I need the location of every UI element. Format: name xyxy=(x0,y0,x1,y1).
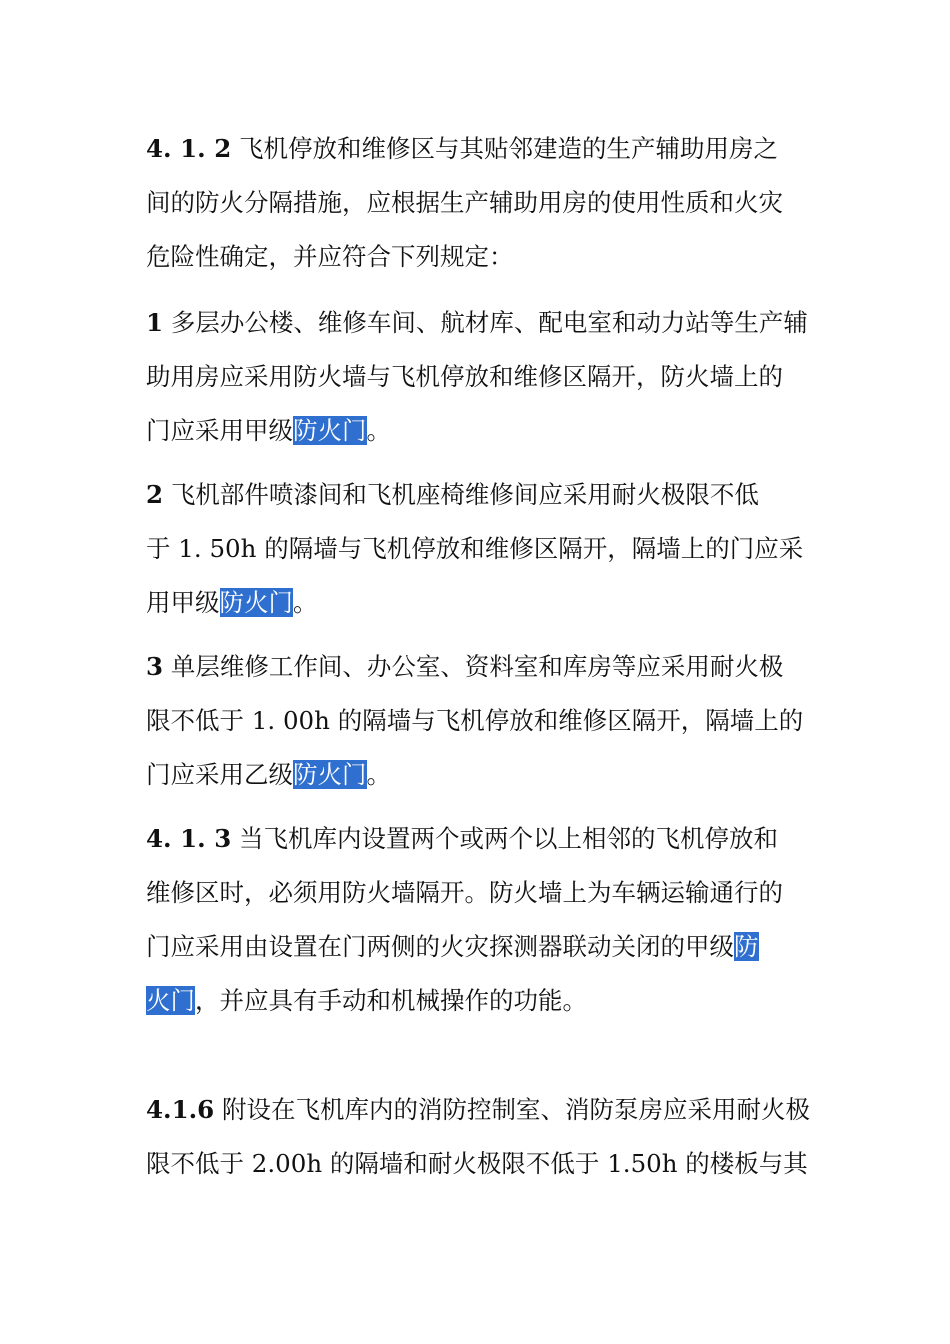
clause-4-1-3 xyxy=(146,812,816,1028)
text-segment: 门应采用乙级 xyxy=(146,760,293,789)
text-line: 助用房应采用防火墙与飞机停放和维修区隔开，防火墙上的 xyxy=(146,362,783,391)
text-line: 附设在飞机库内的消防控制室、消防泵房应采用耐火极 xyxy=(214,1095,810,1124)
text-segment: 门应采用由设置在门两侧的火灾探测器联动关闭的甲级 xyxy=(146,932,734,961)
text-line: 限不低于 1. 00h 的隔墙与飞机停放和维修区隔开，隔墙上的 xyxy=(146,706,804,735)
item-number: 1 xyxy=(146,308,164,337)
clause-4-1-6 xyxy=(146,1083,816,1191)
search-highlight: 防火门 xyxy=(293,416,367,445)
text-line: 飞机停放和维修区与其贴邻建造的生产辅助用房之 xyxy=(231,134,779,163)
text-line: 维修区时，必须用防火墙隔开。防火墙上为车辆运输通行的 xyxy=(146,878,783,907)
text-line: 间的防火分隔措施，应根据生产辅助用房的使用性质和火灾 xyxy=(146,188,783,217)
text-line: 危险性确定，并应符合下列规定： xyxy=(146,242,514,271)
text-segment: 。 xyxy=(366,416,391,445)
item-1 xyxy=(146,296,816,458)
item-number: 2 xyxy=(146,480,164,509)
text-line: 于 1. 50h 的隔墙与飞机停放和维修区隔开，隔墙上的门应采 xyxy=(146,534,804,563)
text-segment: ，并应具有手动和机械操作的功能。 xyxy=(195,986,587,1015)
search-highlight: 防火门 xyxy=(219,588,293,617)
search-highlight: 防火门 xyxy=(293,760,367,789)
text-segment: 门应采用甲级 xyxy=(146,416,293,445)
item-2 xyxy=(146,468,816,630)
item-3 xyxy=(146,640,816,802)
text-segment: 用甲级 xyxy=(146,588,220,617)
clause-number: 4. 1. 3 xyxy=(146,824,232,853)
text-line: 限不低于 2.00h 的隔墙和耐火极限不低于 1.50h 的楼板与其 xyxy=(146,1149,808,1178)
text-line: 单层维修工作间、办公室、资料室和库房等应采用耐火极 xyxy=(163,652,784,681)
text-line: 当飞机库内设置两个或两个以上相邻的飞机停放和 xyxy=(231,824,779,853)
text-segment: 。 xyxy=(366,760,391,789)
item-number: 3 xyxy=(146,652,164,681)
clause-number: 4. 1. 2 xyxy=(146,134,232,163)
text-segment: 。 xyxy=(293,588,318,617)
text-line: 飞机部件喷漆间和飞机座椅维修间应采用耐火极限不低 xyxy=(163,480,759,509)
clause-4-1-2 xyxy=(146,122,816,284)
clause-number: 4.1.6 xyxy=(146,1095,215,1124)
search-highlight: 防 xyxy=(734,932,759,961)
search-highlight: 火门 xyxy=(146,986,195,1015)
text-line: 多层办公楼、维修车间、航材库、配电室和动力站等生产辅 xyxy=(163,308,808,337)
